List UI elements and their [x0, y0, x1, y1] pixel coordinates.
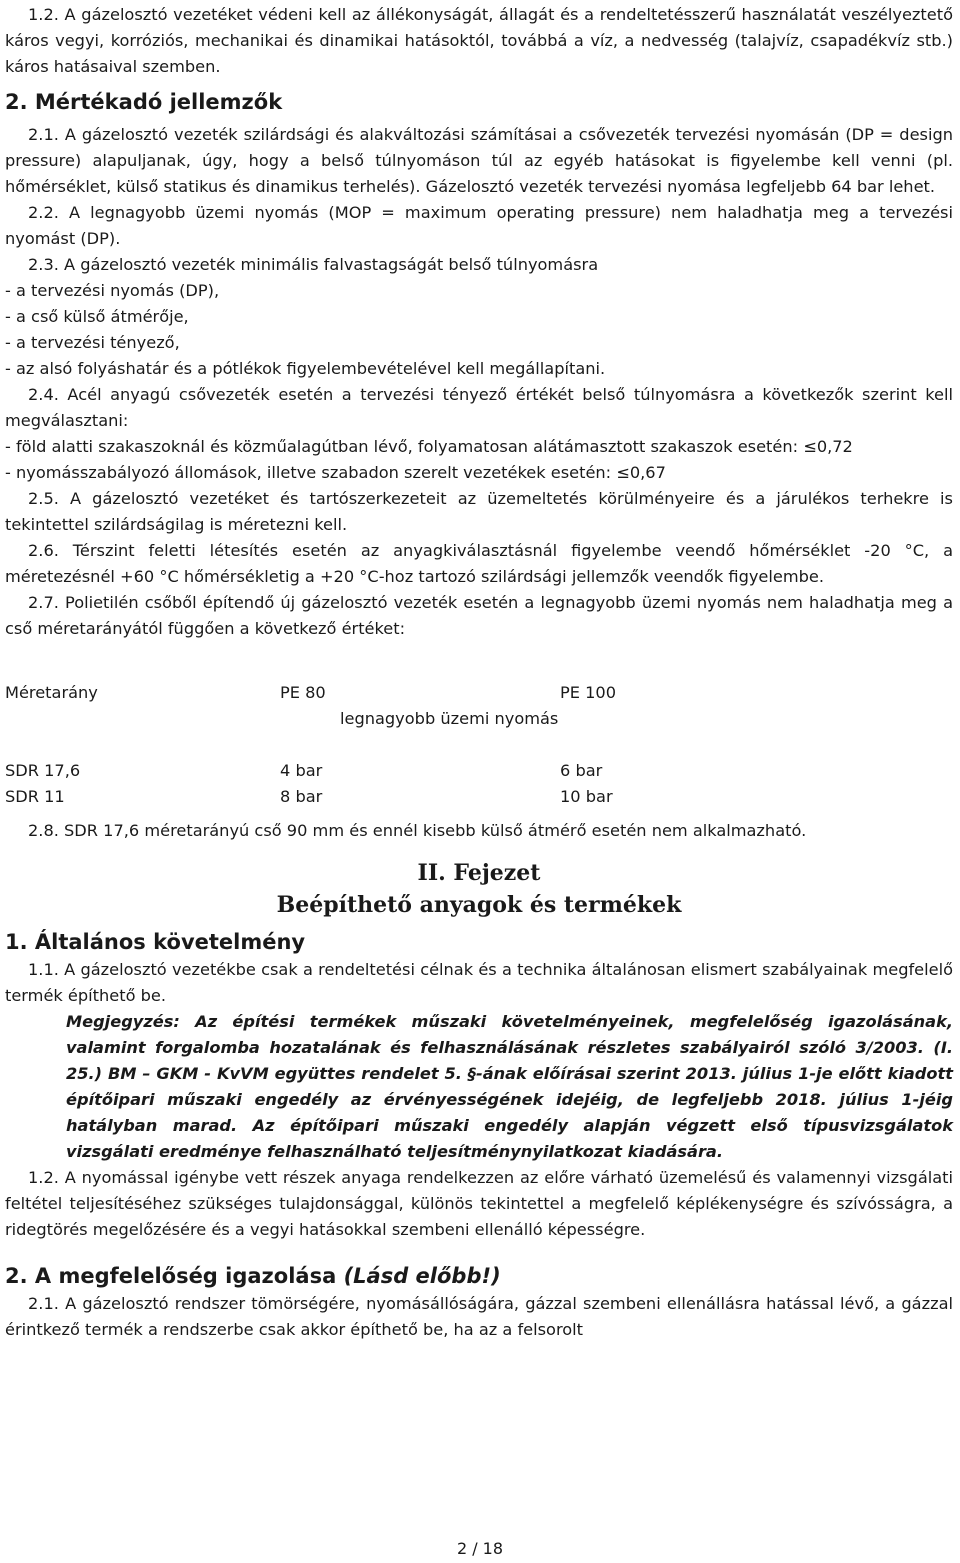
section-title-1: 1. Általános követelmény	[5, 930, 306, 954]
list-item-text: - nyomásszabályozó állomások, illetve szabadon szerelt vezetékek esetén:	[5, 463, 617, 482]
list-item-text: - föld alatti szakaszoknál és közműalagútban lévő, folyamatosan alátámasztott szakaszok esetén:	[5, 437, 804, 456]
chapter-number: II. Fejezet	[417, 860, 541, 886]
less-equal-symbol: ≤	[803, 437, 817, 456]
less-equal-symbol: ≤	[616, 463, 630, 482]
page-number: 2 / 18	[456, 1539, 504, 1558]
pressure-table	[5, 668, 953, 818]
paragraph-2-8: 2.8. SDR 17,6 méretarányú cső 90 mm és ennél kisebb külső átmérő esetén nem alkalmazható.	[28, 821, 807, 840]
list-item: - a tervezési tényező,	[5, 333, 180, 352]
paragraph-2-3: 2.3. A gázelosztó vezeték minimális falvastagságát belső túlnyomásra	[28, 255, 599, 274]
paragraph-2-5: 2.5. A gázelosztó vezetéket és tartószerkezeteit az üzemeltetés körülményeire és a járulékos terhekre is tekintettel szilárdságilag is méretezni kell.	[5, 489, 953, 534]
section-title-2: 2. Mértékadó jellemzők	[5, 90, 283, 114]
list-item: - a cső külső átmérője,	[5, 307, 189, 326]
list-item: - az alsó folyáshatár és a pótlékok figyelembevételével kell megállapítani.	[5, 359, 606, 378]
paragraph-2-6: 2.6. Térszint feletti létesítés esetén az anyagkiválasztásnál figyelembe veendő hőmérséklet -20 °C, a méretezésnél +60 °C hőmérsékletig a +20 °C-hoz tartozó szilárdsági jellemzők veendők figyelembe.	[5, 541, 953, 586]
table-cell: 6 bar	[560, 761, 603, 780]
table-cell: 10 bar	[560, 787, 613, 806]
table-header-ratio: Méretarány	[5, 683, 98, 702]
paragraph-2-1b: 2.1. A gázelosztó rendszer tömörségére, nyomásállóságára, gázzal szembeni ellenállásra hatással lévő, a gázzal érintkező termék a rendszerbe csak akkor építhető be, ha az a felsorolt	[5, 1294, 953, 1339]
chapter-title: Beépíthető anyagok és termékek	[276, 892, 682, 918]
list-item: - a tervezési nyomás (DP),	[5, 281, 220, 300]
section-title-2b	[5, 1261, 953, 1291]
table-cell: SDR 11	[5, 787, 65, 806]
paragraph-2-2: 2.2. A legnagyobb üzemi nyomás (MOP = maximum operating pressure) nem haladhatja meg a tervezési nyomást (DP).	[5, 203, 953, 248]
table-subheader: legnagyobb üzemi nyomás	[340, 709, 559, 728]
table-header-pe80: PE 80	[280, 683, 326, 702]
list-item	[5, 434, 953, 460]
section-title-italic: (Lásd előbb!)	[343, 1264, 501, 1288]
list-item-value: 0,67	[629, 463, 666, 482]
paragraph-2-1: 2.1. A gázelosztó vezeték szilárdsági és alakváltozási számításai a csővezeték tervezési nyomásán (DP = design pressure) alapuljanak, úgy, hogy a belső túlnyomáson túl az egyéb hatásokat is figyelembe kell venni (pl. hőmérséklet, külső statikus és dinamikus terhelés). Gázelosztó vezeték tervezési nyomása legfeljebb 64 bar lehet.	[5, 125, 953, 196]
document-page	[5, 0, 953, 1343]
table-cell: 4 bar	[280, 761, 323, 780]
table-header-pe100: PE 100	[560, 683, 617, 702]
paragraph-2-7: 2.7. Polietilén csőből építendő új gázelosztó vezeték esetén a legnagyobb üzemi nyomás nem haladhatja meg a cső méretarányától függően a következő értéket:	[5, 593, 953, 638]
list-item-value: 0,72	[816, 437, 853, 456]
table-cell: SDR 17,6	[5, 761, 81, 780]
paragraph-1-2: 1.2. A gázelosztó vezetéket védeni kell az állékonyságát, állagát és a rendeltetésszerű használatát veszélyeztető káros vegyi, korróziós, mechanikai és dinamikai hatásoktól, továbbá a víz, a nedvesség (talajvíz, csapadékvíz stb.) káros hatásaival szemben.	[5, 5, 953, 76]
paragraph-1-1: 1.1. A gázelosztó vezetékbe csak a rendeltetési célnak és a technika általánosan elismert szabályainak megfelelő termék építhető be.	[5, 960, 953, 1005]
list-item	[5, 460, 953, 486]
paragraph-2-4: 2.4. Acél anyagú csővezeték esetén a tervezési tényező értékét belső túlnyomásra a következők szerint kell megválasztani:	[5, 385, 953, 430]
section-title-text: 2. A megfelelőség igazolása	[5, 1264, 344, 1288]
note-block: Megjegyzés: Az építési termékek műszaki követelményeinek, megfelelőség igazolásának, valamint forgalomba hozatalának és felhasználásának részletes szabályairól szóló 3/2003. (I. 25.) BM – GKM - KvVM együttes rendelet 5. §-ának előírásai szerint 2013. július 1-je előtt kiadott építőipari műszaki engedély az érvényességének idejéig, de legfeljebb 2018. július 1-jéig hatályban marad. Az építőipari műszaki engedély alapján végzett első típusvizsgálatok vizsgálati eredménye felhasználható teljesítménynyilatkozat kiadására.	[66, 1012, 953, 1161]
table-cell: 8 bar	[280, 787, 323, 806]
paragraph-1-2b: 1.2. A nyomással igénybe vett részek anyaga rendelkezzen az előre várható üzemelésű és valamennyi vizsgálati feltétel teljesítéséhez szükséges tulajdonsággal, különös tekintettel a megfelelő képlékenységre és szívósságra, a ridegtörés megelőzésére és a vegyi hatásokkal szembeni ellenálló képességre.	[5, 1168, 953, 1239]
